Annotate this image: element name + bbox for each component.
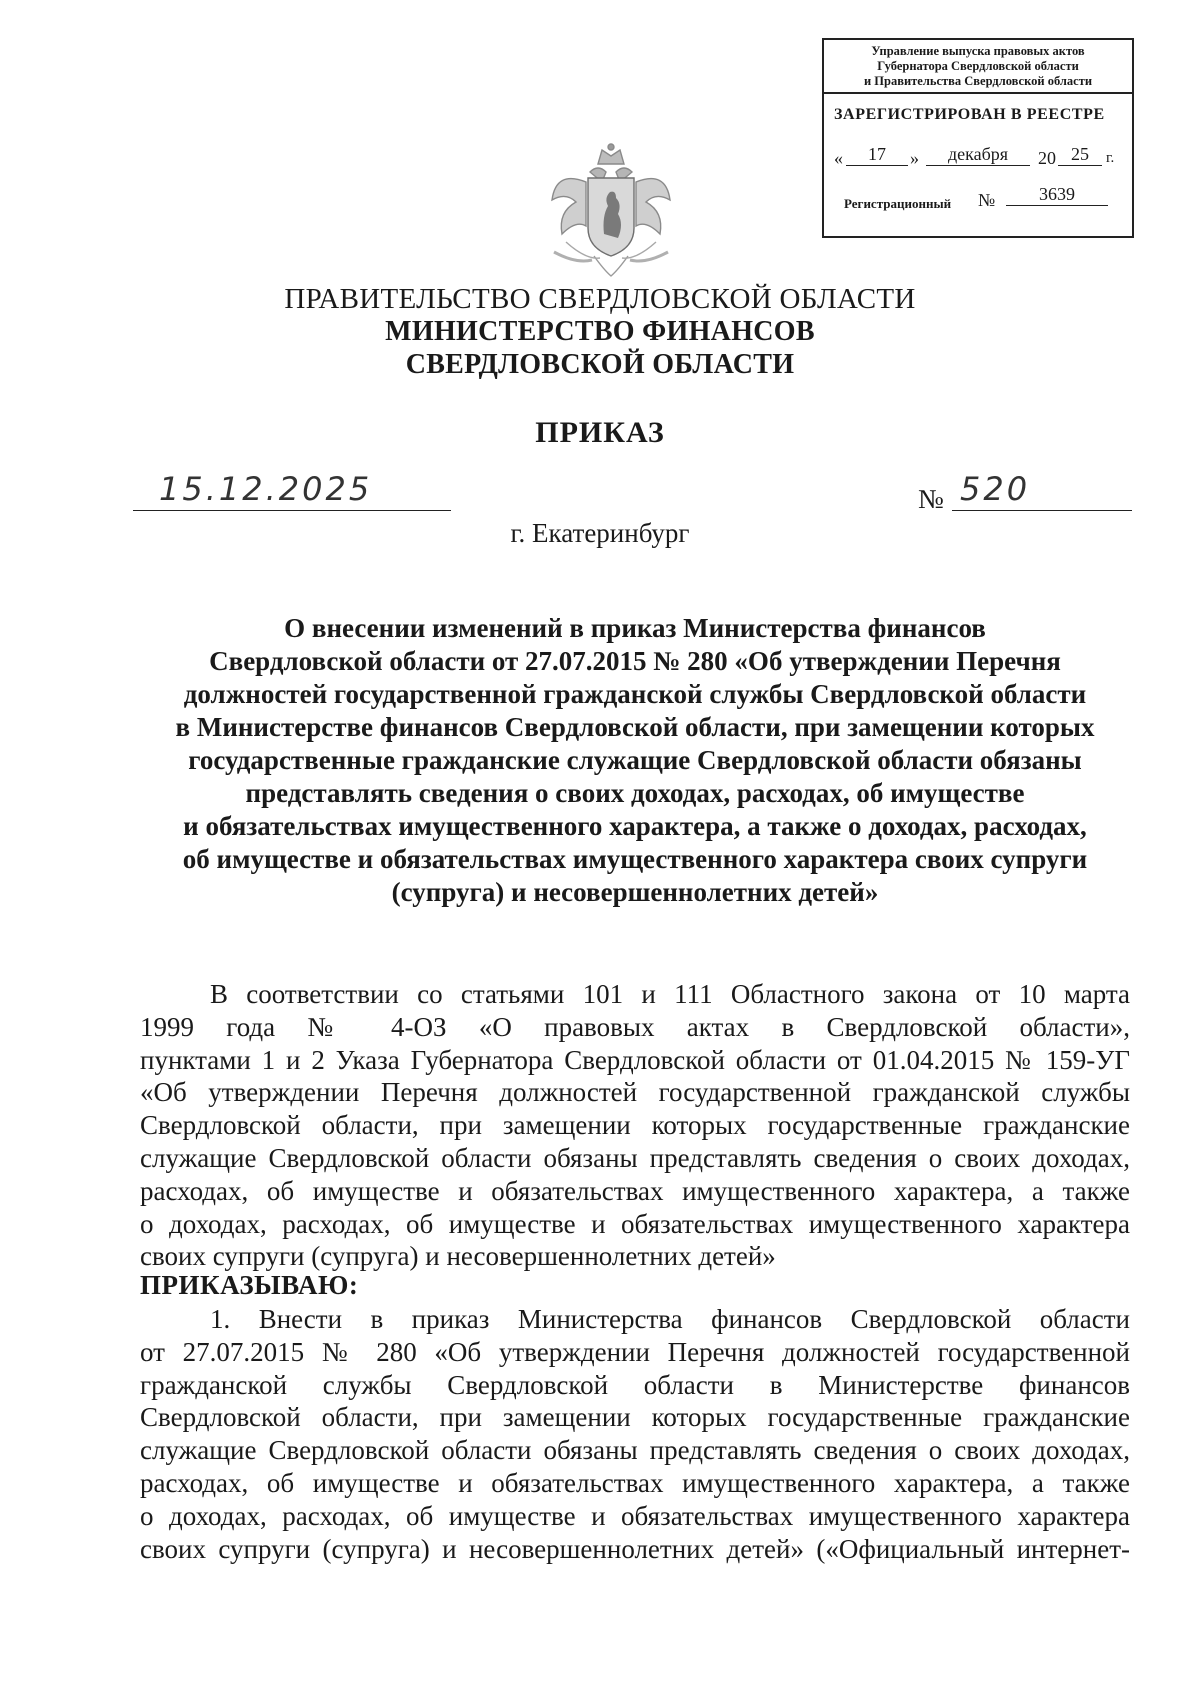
stamp-header-line: и Правительства Свердловской области [863,74,1093,88]
item-1-line: от 27.07.2015 № 280 «Об утверждении Перечня должностей государственной [140,1336,1130,1367]
stamp-quote-open: « [834,148,843,168]
stamp-no-sign: № [978,190,996,210]
city-line: г. Екатеринбург [510,518,690,548]
title-line: О внесении изменений в приказ Министерства финансов [284,613,986,643]
stamp-registration [844,184,1124,218]
preamble-line: служащие Свердловской области обязаны представлять сведения о своих доходах, [140,1142,1130,1173]
stamp-header [824,40,1132,94]
order-number-field [952,470,1132,511]
order-title [140,612,1130,909]
preamble-line: расходах, об имуществе и обязательствах имущественного характера, а также [140,1175,1130,1206]
item-1-line: о доходах, расходах, об имуществе и обязательствах имущественного характера [140,1500,1130,1531]
item-1-line: служащие Свердловской области обязаны представлять сведения о своих доходах, [140,1435,1130,1466]
registration-stamp [822,38,1134,238]
order-date-handwritten: 15.12.2025 [159,470,373,508]
order-date-field [133,470,451,511]
preamble-paragraph [140,978,1130,1273]
document-type: ПРИКАЗ [535,416,665,449]
title-line: в Министерстве финансов Свердловской области, при замещении которых [175,712,1095,742]
preamble-line: о доходах, расходах, об имуществе и обязательствах имущественного характера [140,1208,1130,1239]
preamble-line: пунктами 1 и 2 Указа Губернатора Свердловской области от 01.04.2015 № 159-УГ [140,1044,1130,1075]
preamble-line: 1999 года № 4-ОЗ «О правовых актах в Свердловской области», [140,1011,1130,1042]
title-line: должностей государственной гражданской службы Свердловской области [183,679,1087,709]
item-1-line: гражданской службы Свердловской области в Министерстве финансов [140,1369,1130,1400]
item-1-line: своих супруги (супруга) и несовершеннолетних детей» («Официальный интернет- [140,1533,1130,1564]
item-1-paragraph [140,1303,1130,1565]
item-1-line: расходах, об имуществе и обязательствах имущественного характера, а также [140,1467,1130,1498]
ministry-heading-line2: СВЕРДЛОВСКОЙ ОБЛАСТИ [405,349,795,380]
government-heading: ПРАВИТЕЛЬСТВО СВЕРДЛОВСКОЙ ОБЛАСТИ [284,283,916,315]
stamp-year-abbr: г. [1106,150,1115,166]
stamp-day: 17 [846,144,908,166]
ministry-heading-line1: МИНИСТЕРСТВО ФИНАНСОВ [385,316,815,347]
preamble-line: «Об утверждении Перечня должностей государственной гражданской службы [140,1077,1130,1108]
stamp-year-prefix: 20 [1038,148,1056,168]
order-number-handwritten: 520 [960,470,1031,508]
order-number-label: № [918,484,944,514]
item-1-line: Свердловской области, при замещении которых государственные гражданские [140,1402,1130,1433]
title-line: Свердловской области от 27.07.2015 № 280 «Об утверждении Перечня [209,646,1061,676]
stamp-month: декабря [926,144,1030,166]
title-line: и обязательствах имущественного характера, а также о доходах, расходах, [183,811,1087,841]
stamp-header-line: Управление выпуска правовых актов [871,44,1085,58]
item-1-line: 1. Внести в приказ Министерства финансов Свердловской области [210,1304,1130,1334]
orders-word: ПРИКАЗЫВАЮ: [140,1270,359,1300]
preamble-line: В соответствии со статьями 101 и 111 Областного закона от 10 марта [210,979,1130,1009]
preamble-line: Свердловской области, при замещении которых государственные гражданские [140,1110,1130,1141]
stamp-header-line: Губернатора Свердловской области [877,59,1079,73]
stamp-year-suffix: 25 [1058,144,1102,166]
title-line: об имуществе и обязательствах имущественного характера своих супруги [182,844,1088,874]
stamp-date [832,144,1128,174]
title-line: (супруга) и несовершеннолетних детей» [391,877,879,907]
stamp-reg-label: Регистрационный [844,196,952,211]
title-line: государственные гражданские служащие Свердловской области обязаны [188,745,1082,775]
stamp-quote-close: » [910,148,919,168]
preamble-line: своих супруги (супруга) и несовершеннолетних детей» [140,1241,776,1272]
stamp-reg-number: 3639 [1006,184,1108,206]
stamp-title: ЗАРЕГИСТРИРОВАН В РЕЕСТРЕ [834,106,1105,123]
title-line: представлять сведения о своих доходах, расходах, об имуществе [245,778,1025,808]
coat-of-arms-emblem [546,142,676,282]
